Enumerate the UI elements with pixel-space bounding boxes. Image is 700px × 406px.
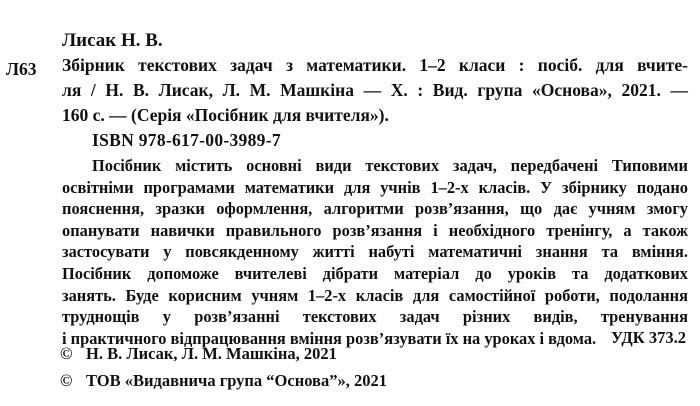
bibliographic-entry-line: Збірник текстових задач з математики. 1–2 класи : посіб. для вчите-: [62, 55, 688, 75]
copyright-icon: ©: [60, 344, 73, 363]
annotation-line: занять. Буде корисним учням 1–2-х класів для самостійної роботи, подолання: [62, 285, 688, 305]
annotation: [62, 155, 688, 349]
copyright-line: [60, 371, 387, 391]
annotation-line: освітніми програмами математики для учнів 1–2-х класів. У збірнику подано: [62, 177, 688, 197]
classification-code: Л63: [6, 59, 37, 79]
udk-code: УДК 373.2: [610, 328, 686, 347]
copyright-icon: ©: [60, 371, 73, 390]
bibliographic-entry-line: ля / Н. В. Лисак, Л. М. Машкіна — Х. : Вид. група «Основа», 2021. —: [62, 80, 688, 100]
copyright-text: ТОВ «Видавнича група “Основа”», 2021: [86, 371, 387, 390]
isbn: ISBN 978-617-00-3989-7: [92, 130, 281, 150]
annotation-line: застосувати у повсякденному житті набуті математичні знання та вміння.: [62, 242, 688, 262]
annotation-line: Посібник допоможе вчителеві дібрати матеріал до уроків та додаткових: [62, 263, 688, 283]
bibliographic-entry-line: 160 с. — (Серія «Посібник для вчителя»).: [62, 105, 389, 125]
copyright-text: Н. В. Лисак, Л. М. Машкіна, 2021: [86, 344, 337, 363]
bibliographic-entry: [62, 53, 688, 128]
copyright-line: [60, 344, 337, 364]
annotation-line: опанувати навички правильного розв’язання і необхідного тренінгу, а також: [62, 220, 688, 240]
annotation-line: Посібник містить основні види текстових задач, передбачені Типовими: [92, 156, 688, 175]
annotation-line: пояснення, зразки оформлення, алгоритми розв’язання, що дає учням змогу: [62, 199, 688, 219]
annotation-line: і практичного відпрацювання вміння розв’язувати їх на уроках і вдома.: [62, 328, 597, 348]
author-heading: Лисак Н. В.: [62, 30, 163, 51]
annotation-line: труднощів у розв’язанні текстових задач різних видів, тренування: [62, 307, 688, 327]
